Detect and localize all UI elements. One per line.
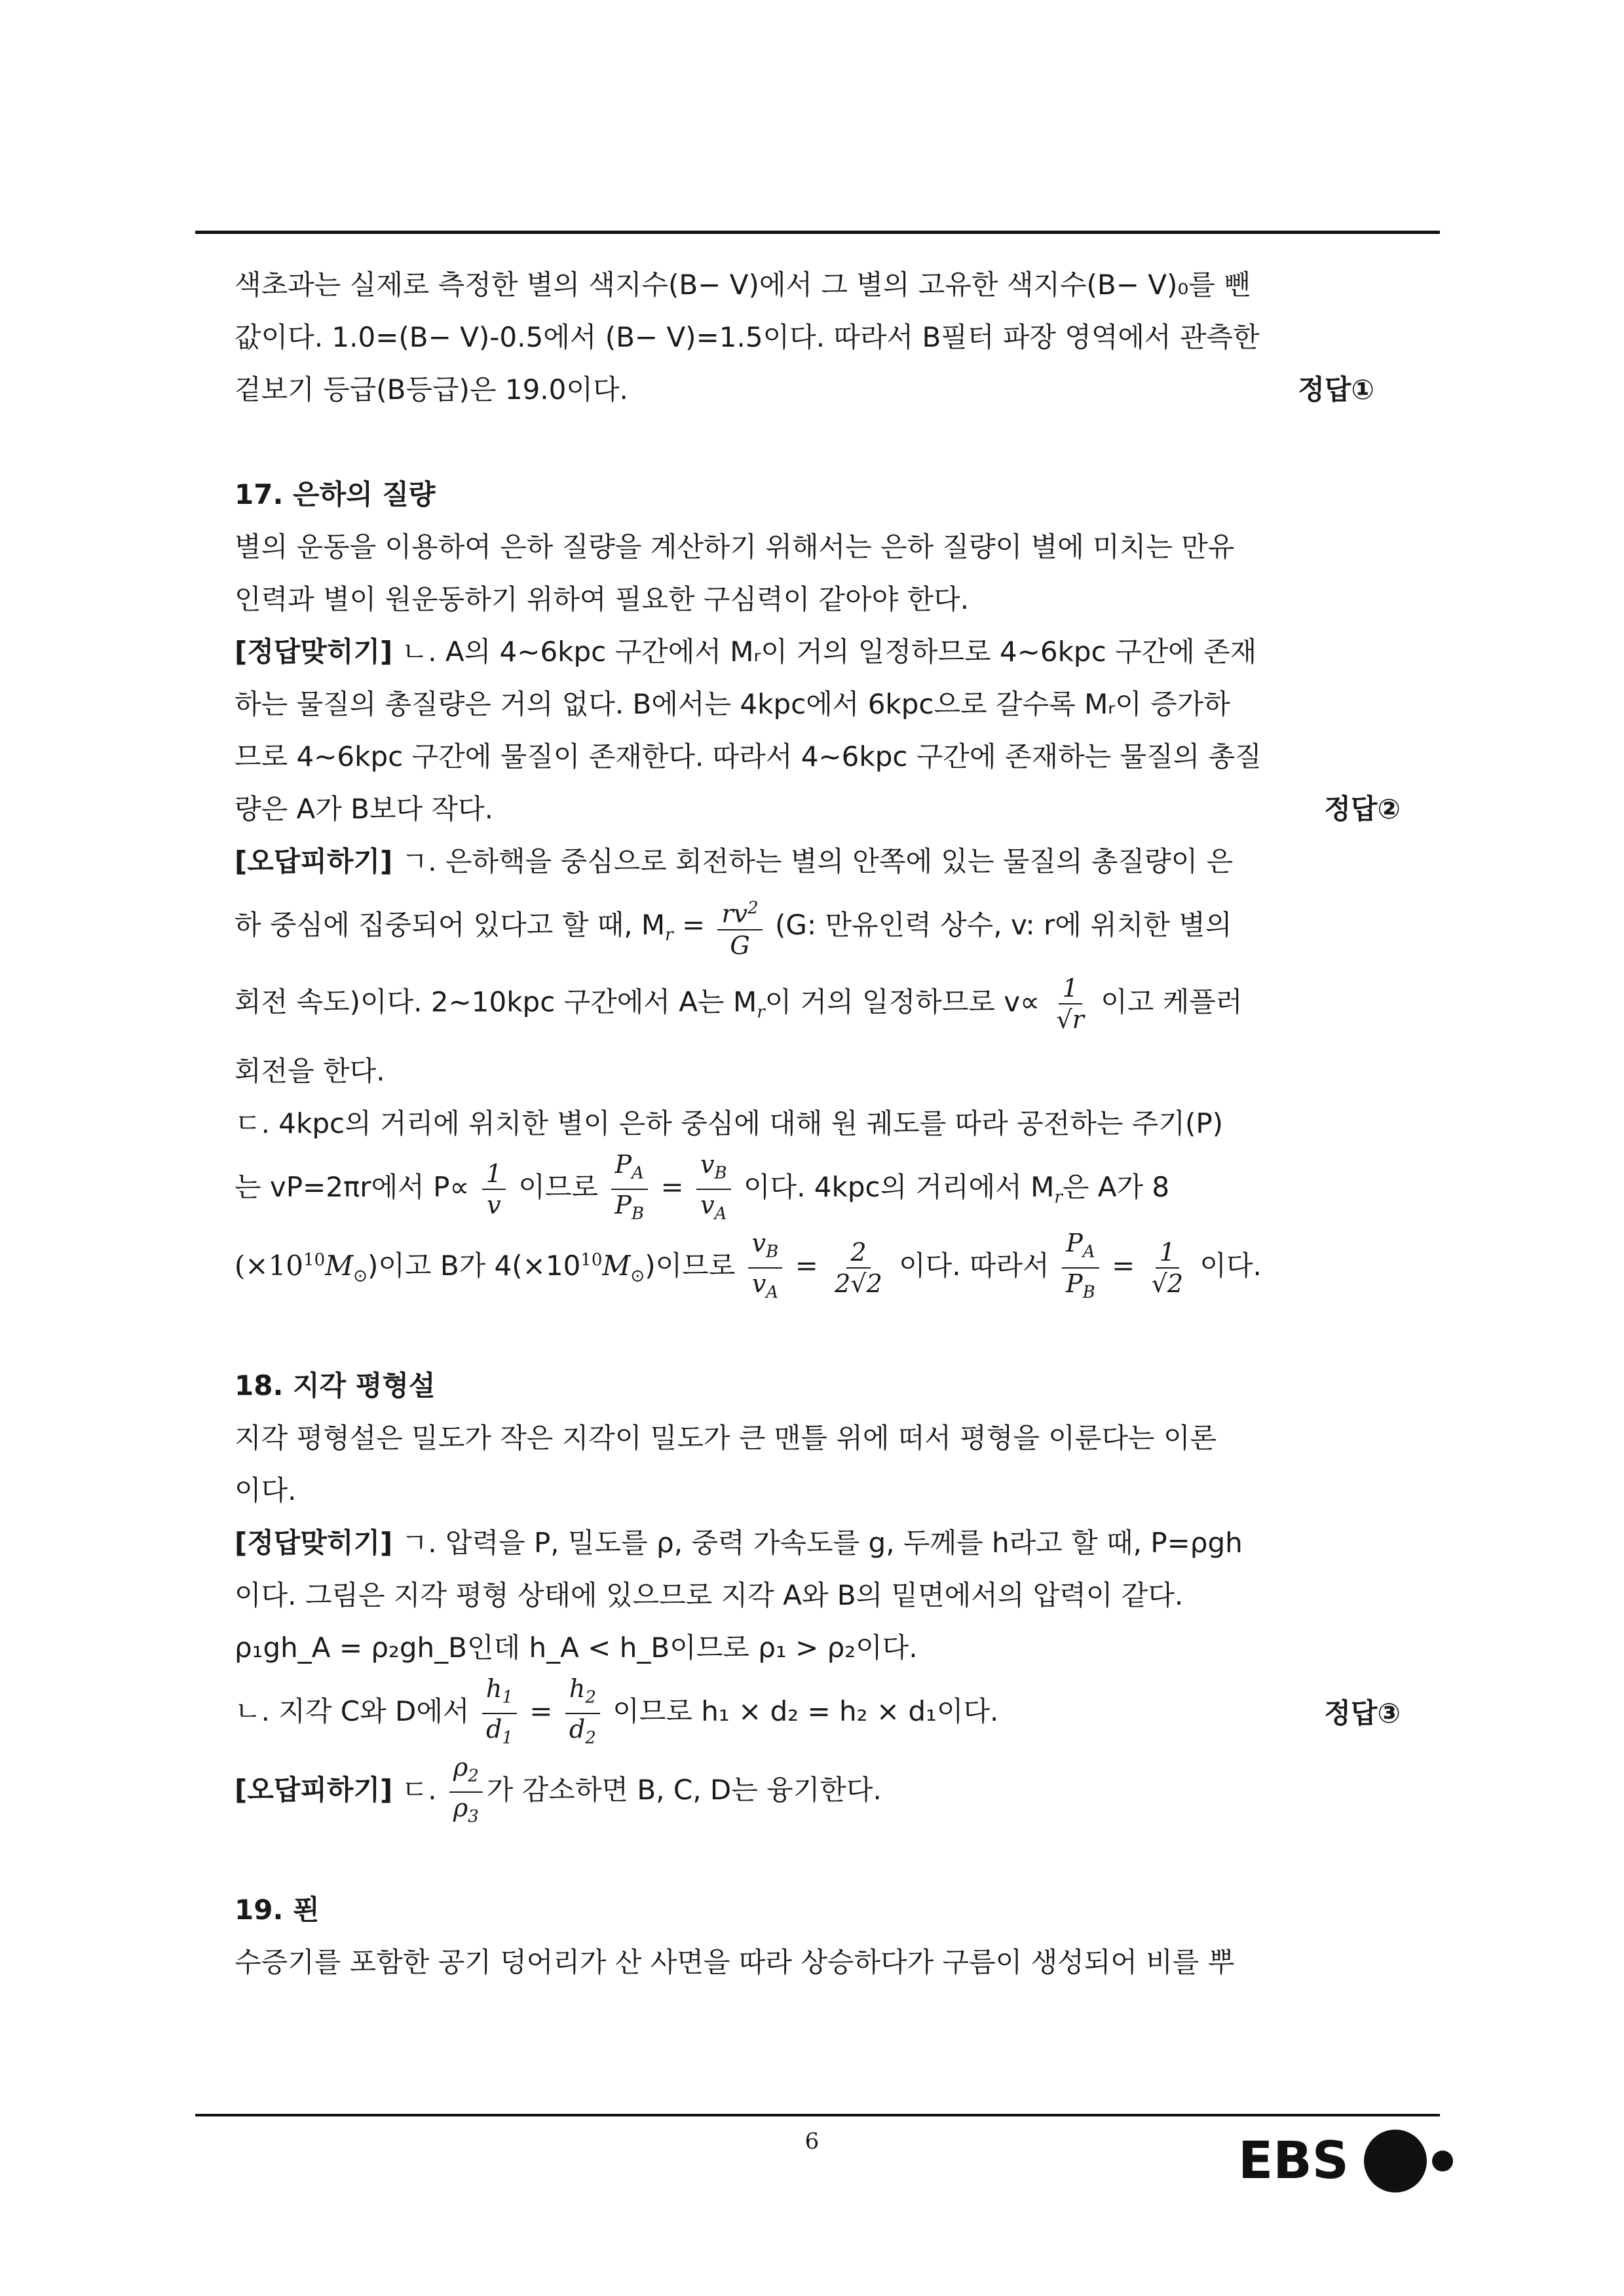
q17-intro-1: 별의 운동을 이용하여 은하 질량을 계산하기 위해서는 은하 질량이 별에 미치는 만유 xyxy=(235,531,1235,563)
wrong-label: [오답피하기] xyxy=(235,1774,393,1807)
correct-label: [정답맞히기] xyxy=(235,1527,393,1559)
q17-wrong-4: 회전을 한다. xyxy=(235,1055,385,1087)
q19-line-1: 수증기를 포함한 공기 덩어리가 산 사면을 따라 상승하다가 구름이 생성되어 비를 뿌 xyxy=(235,1946,1235,1978)
q17-d-1: ㄷ. 4kpc의 거리에 위치한 별이 은하 중심에 대해 원 궤도를 따라 공전하는 주기(P) xyxy=(235,1107,1224,1139)
q16-answer: 정답① xyxy=(1298,373,1374,406)
formula-speed-ratio-value: $\frac{2}{2√2}$ xyxy=(835,1238,882,1298)
q17-correct-2: 하는 물질의 총질량은 거의 없다. B에서는 4kpc에서 6kpc으로 갈수록 Mᵣ이 증가하 xyxy=(235,688,1230,720)
formula-thickness-ratio-right: $\frac{h_2}{d_2}$ xyxy=(565,1674,600,1753)
q17-answer: 정답② xyxy=(1324,793,1401,825)
q17-wrong-3: 회전 속도)이다. 2~10kpc 구간에서 A는 $M_r$이 거의 일정하므로 v∝ $\frac{1}{√r}$ 이고 케플러 xyxy=(235,974,1243,1035)
q17-intro-2: 인력과 별이 원운동하기 위하여 필요한 구심력이 같아야 한다. xyxy=(235,583,970,615)
q18-intro-2: 이다. xyxy=(235,1474,297,1506)
page-content xyxy=(235,259,1401,1989)
q17-d-2: 는 vP=2πr에서 P∝ $\frac{1}{v}$ 이므로 $\frac{P_A}{P_B}$ = $\frac{v_B}{v_A}$ 이다. 4kpc의 거리에서 $M_r$은 A가 8 xyxy=(235,1150,1401,1229)
formula-period-ratio-right: $\frac{v_B}{v_A}$ xyxy=(696,1149,731,1229)
formula-period-ratio-result-value: $\frac{1}{√2}$ xyxy=(1151,1238,1184,1298)
page-number: 6 xyxy=(804,2128,820,2154)
q17-d-3: $(\times 10^{10}M_⊙)$이고 B가 $4(\times 10^{10}M_⊙)$이므로 $\frac{v_B}{v_A}$ = $\frac{2}{2√2}$ 이다. 따라서 $\frac{P_A}{P_B}$ = $\frac{1}{√2}$ 이다. xyxy=(235,1229,1401,1307)
q18-intro-1: 지각 평형설은 밀도가 작은 지각이 밀도가 큰 맨틀 위에 떠서 평형을 이룬다는 이론 xyxy=(235,1422,1217,1454)
formula-period-ratio-left: $\frac{P_A}{P_B}$ xyxy=(611,1149,648,1229)
q18-correct-4: ㄴ. 지각 C와 D에서 $\frac{h_1}{d_1}$ = $\frac{h_2}{d_2}$ 이므로 h₁ × d₂ = h₂ × d₁이다. 정답③ xyxy=(235,1674,1401,1753)
q17-correct-4: 량은 A가 B보다 작다. 정답② xyxy=(235,783,1401,835)
q17-title: 17. 은하의 질량 xyxy=(235,478,436,510)
formula-thickness-ratio-left: $\frac{h_1}{d_1}$ xyxy=(482,1674,517,1753)
formula-keplerian: $\frac{1}{√r}$ xyxy=(1056,974,1084,1035)
q16-line-1: 색초과는 실제로 측정한 별의 색지수(B− V)에서 그 별의 고유한 색지수(B− V)₀를 뺀 xyxy=(235,269,1251,301)
formula-mass: $\frac{rv^2}{G}$ xyxy=(717,893,762,961)
correct-label: [정답맞히기] xyxy=(235,636,393,668)
formula-density-ratio: $\frac{\rho_2}{\rho_3}$ xyxy=(449,1752,483,1831)
q18-correct-2: 이다. 그림은 지각 평형 상태에 있으므로 지각 A와 B의 밑면에서의 압력이 같다. xyxy=(235,1579,1184,1611)
q18-title: 18. 지각 평형설 xyxy=(235,1369,436,1402)
q18-correct-3: ρ₁gh_A = ρ₂gh_B인데 h_A < h_B이므로 ρ₁ > ρ₂이다. xyxy=(235,1632,918,1664)
q18-correct-1: [정답맞히기] ㄱ. 압력을 P, 밀도를 ρ, 중력 가속도를 g, 두께를 h라고 할 때, P=ρgh xyxy=(235,1527,1243,1559)
formula-speed-ratio: $\frac{v_B}{v_A}$ xyxy=(748,1228,783,1307)
ebs-logo xyxy=(1238,2123,1454,2195)
q18-wrong-1: [오답피하기] ㄷ. $\frac{\rho_2}{\rho_3}$ 가 감소하면 B, C, D는 융기한다. xyxy=(235,1753,1401,1831)
q19-title: 19. 푄 xyxy=(235,1894,320,1926)
q17-correct-3: 므로 4~6kpc 구간에 물질이 존재한다. 따라서 4~6kpc 구간에 존재하는 물질의 총질 xyxy=(235,740,1262,773)
q18-answer: 정답③ xyxy=(1324,1697,1401,1729)
bottom-rule xyxy=(195,2114,1440,2116)
formula-period: $\frac{1}{v}$ xyxy=(482,1158,506,1220)
top-rule xyxy=(195,231,1440,234)
q16-line-3: 겉보기 등급(B등급)은 19.0이다. 정답① xyxy=(235,364,1401,416)
q17-correct-1: [정답맞히기] ㄴ. A의 4~6kpc 구간에서 Mᵣ이 거의 일정하므로 4~6kpc 구간에 존재 xyxy=(235,636,1257,668)
q17-wrong-1: [오답피하기] ㄱ. 은하핵을 중심으로 회전하는 별의 안쪽에 있는 물질의 총질량이 은 xyxy=(235,845,1234,877)
formula-period-ratio-result-left: $\frac{P_A}{P_B}$ xyxy=(1062,1228,1099,1307)
wrong-label: [오답피하기] xyxy=(235,845,393,877)
q17-wrong-2: 하 중심에 집중되어 있다고 할 때, $M_r$ = $\frac{rv^2}{G}$ (G: 만유인력 상수, v: r에 위치한 별의 xyxy=(235,888,1401,966)
q16-line-2: 값이다. 1.0=(B− V)-0.5에서 (B− V)=1.5이다. 따라서 B필터 파장 영역에서 관측한 xyxy=(235,321,1260,353)
ebs-logo-text: EBS xyxy=(1238,2132,1349,2191)
